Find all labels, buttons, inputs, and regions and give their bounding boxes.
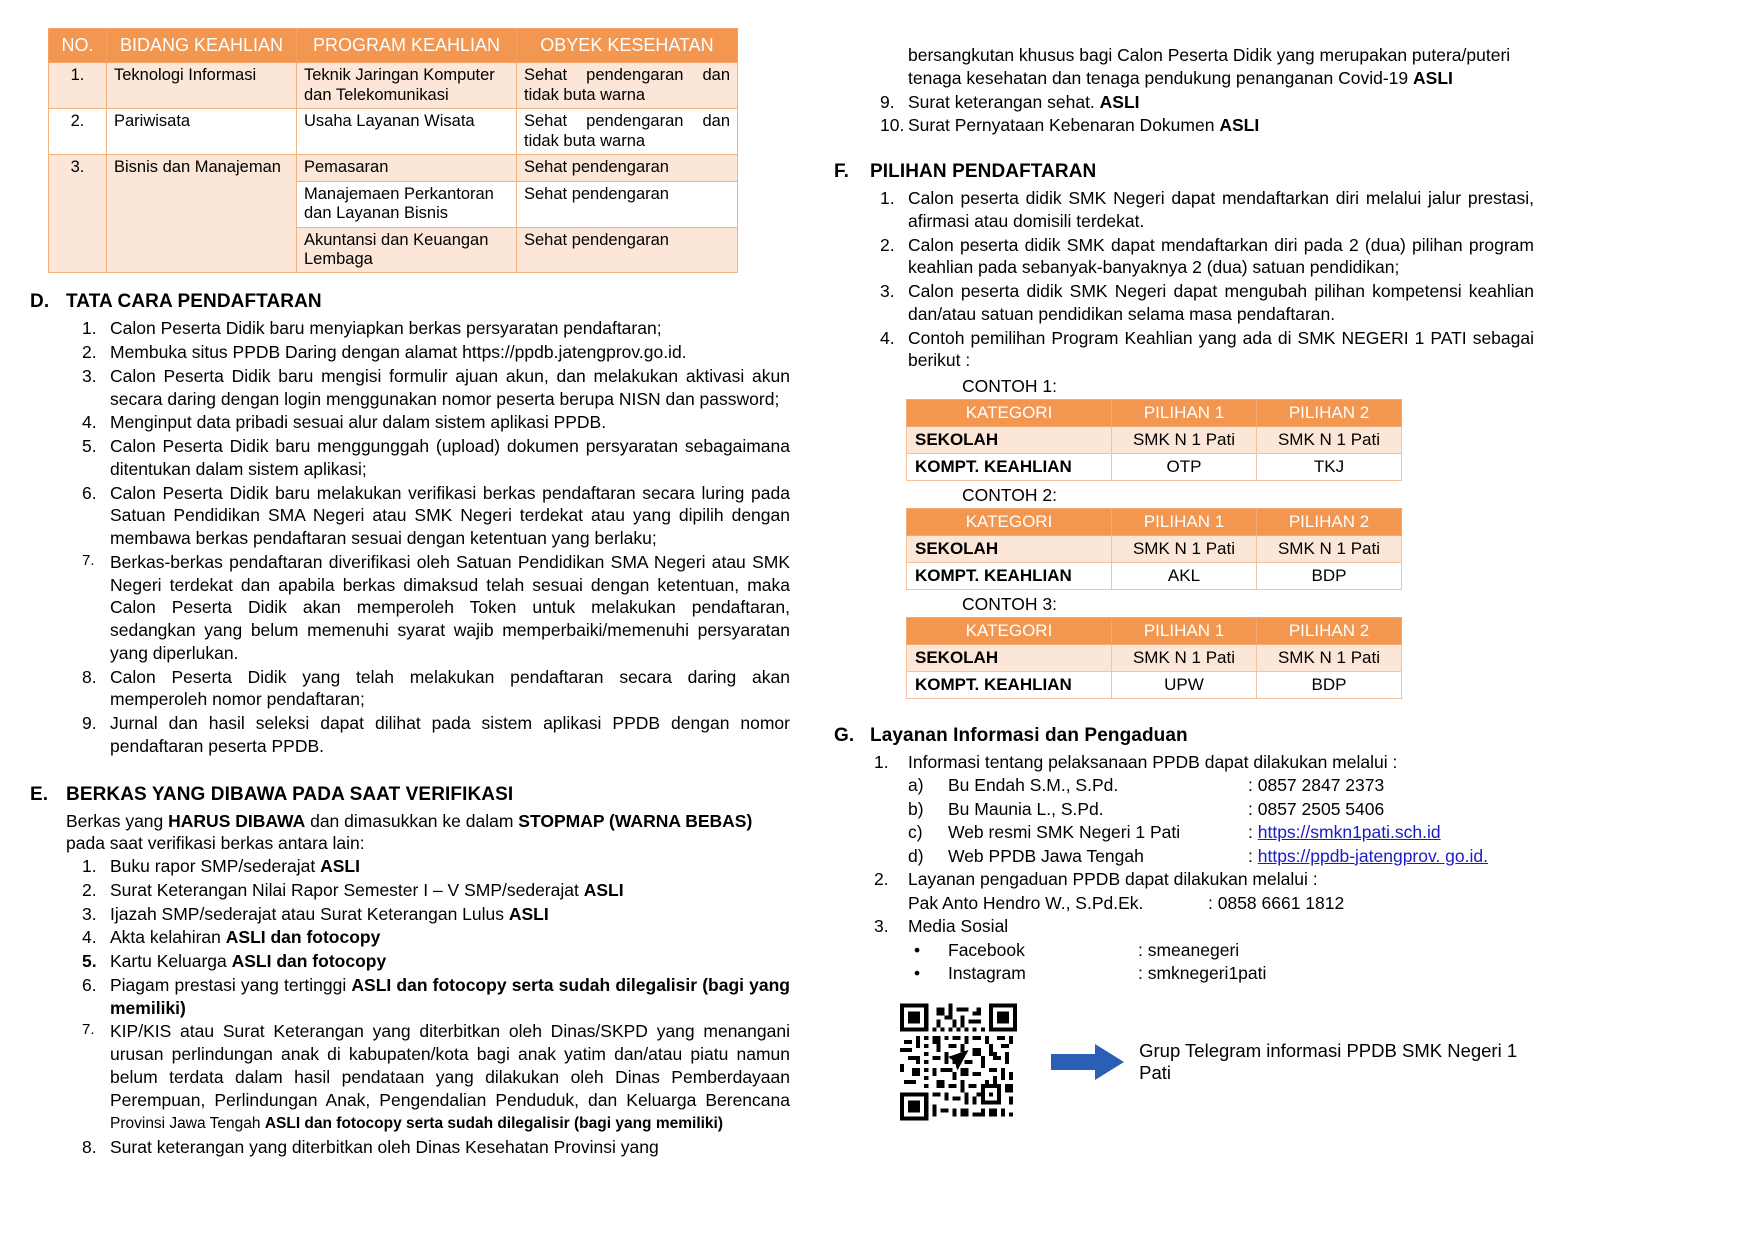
- bullet-icon: •: [914, 962, 921, 983]
- cell-pilihan-2: TKJ: [1257, 454, 1402, 481]
- item-text: Media Sosial: [908, 916, 1009, 937]
- cell-pilihan-1: UPW: [1112, 672, 1257, 699]
- table-row: [907, 454, 1402, 481]
- item-marker: 7.: [82, 1021, 95, 1039]
- cell-bidang: Teknologi Informasi: [107, 63, 297, 109]
- item-marker: 2.: [82, 342, 97, 363]
- table-header-row: [907, 400, 1402, 427]
- table-header-row: [907, 509, 1402, 536]
- right-arrow-icon: [1051, 1042, 1125, 1082]
- col-header-kategori: KATEGORI: [907, 509, 1112, 536]
- item-marker: 4.: [880, 327, 895, 348]
- list-item: [76, 903, 790, 926]
- item-marker: 3.: [880, 281, 895, 301]
- cell-kategori: SEKOLAH: [907, 536, 1112, 563]
- contact-name: Web PPDB Jawa Tengah: [948, 845, 1144, 866]
- contoh-3-table: [906, 617, 1402, 699]
- item-text-bold: ASLI dan fotocopy serta sudah dilegalisir (bagi yang memiliki): [264, 1115, 724, 1133]
- item-text-bold: ASLI: [1099, 91, 1140, 112]
- cell-kategori: SEKOLAH: [907, 645, 1112, 672]
- cell-kategori: KOMPT. KEAHLIAN: [907, 672, 1112, 699]
- item-text: Menginput data pribadi sesuai alur dalam sistem aplikasi PPDB.: [110, 412, 607, 433]
- item-text-bold: ASLI dan fotocopy serta sudah dilegalisir (bagi yang memiliki): [110, 974, 790, 1018]
- item-text: Informasi tentang pelaksanaan PPDB dapat dilakukan melalui :: [908, 752, 1398, 772]
- cell-obyek: Sehat pendengaran: [517, 227, 738, 273]
- list-item: [76, 855, 790, 878]
- col-header-pilihan-1: PILIHAN 1: [1112, 618, 1257, 645]
- contoh-2-table: [906, 508, 1402, 590]
- contoh-1-label: CONTOH 1:: [962, 376, 1057, 396]
- list-item: [874, 91, 1534, 114]
- item-text: [110, 879, 790, 902]
- item-marker: 8.: [82, 1136, 97, 1157]
- section-f-letter: F.: [834, 161, 849, 182]
- table-header-row: [49, 29, 738, 63]
- list-item: [76, 435, 790, 481]
- telegram-callout: [1051, 1040, 1534, 1084]
- section-d-title: TATA CARA PENDAFTARAN: [66, 291, 322, 313]
- item-text: [110, 926, 790, 949]
- item-text: [110, 855, 790, 878]
- item-text: Calon Peserta Didik baru menggunggah (upload) dokumen persyaratan sebagaimana ditentukan dalam sistem aplikasi;: [110, 436, 790, 479]
- contact-row: [874, 892, 1534, 915]
- item-marker: 1.: [874, 752, 889, 772]
- item-marker: 1.: [880, 188, 895, 208]
- item-text-plain: Surat keterangan sehat.: [908, 91, 1100, 112]
- cell-program: Usaha Layanan Wisata: [297, 109, 517, 155]
- item-marker: 7.: [82, 551, 95, 569]
- table-row: [49, 155, 738, 181]
- contact-marker: b): [908, 798, 924, 819]
- item-text: Jurnal dan hasil seleksi dapat dilihat pada sistem aplikasi PPDB dengan nomor pendaftaran peserta PPDB.: [110, 713, 790, 756]
- item-text-plain: Kartu Keluarga: [110, 951, 232, 972]
- section-g-letter: G.: [834, 725, 855, 746]
- item-text-bold: ASLI: [508, 903, 549, 924]
- item-text-plain: Buku rapor SMP/sederajat: [110, 856, 321, 877]
- item-text: Calon Peserta Didik baru menyiapkan berkas persyaratan pendaftaran;: [110, 318, 662, 339]
- col-header-bidang: BIDANG KEAHLIAN: [107, 29, 297, 63]
- section-e-list-continued: [834, 91, 1534, 138]
- item-marker: 4.: [82, 927, 97, 948]
- cell-bidang: Bisnis dan Manajeman: [107, 155, 297, 273]
- table-row: [907, 536, 1402, 563]
- cell-pilihan-1: OTP: [1112, 454, 1257, 481]
- contact-marker: d): [908, 845, 924, 866]
- item-text-plain: Piagam prestasi yang tertinggi: [110, 974, 352, 995]
- contoh-1-table: [906, 399, 1402, 481]
- cell-pilihan-1: SMK N 1 Pati: [1112, 536, 1257, 563]
- section-e-intro: [30, 810, 790, 856]
- cell-program: Teknik Jaringan Komputer dan Telekomunikasi: [297, 63, 517, 109]
- section-d-heading: [30, 291, 790, 313]
- cell-pilihan-2: BDP: [1257, 563, 1402, 590]
- list-item: [76, 974, 790, 1020]
- contact-list: [874, 774, 1534, 868]
- col-header-pilihan-1: PILIHAN 1: [1112, 509, 1257, 536]
- item-marker: 3.: [82, 903, 97, 924]
- item-text: Calon peserta didik SMK Negeri dapat mengubah pilihan kompetensi keahlian dan/atau satuan pendidikan selama masa pendaftaran.: [908, 281, 1534, 324]
- col-header-pilihan-2: PILIHAN 2: [1257, 400, 1402, 427]
- cell-program: Akuntansi dan Keuangan Lembaga: [297, 227, 517, 273]
- list-item: [874, 868, 1534, 891]
- list-item: [76, 411, 790, 434]
- left-column: [30, 28, 790, 1159]
- item-text-small: Provinsi Jawa Tengah: [110, 1115, 265, 1133]
- item-text: Calon peserta didik SMK dapat mendaftarkan diri pada 2 (dua) pilihan program keahlian pada sebanyak-banyaknya 2 (dua) satuan pendidikan;: [908, 234, 1534, 278]
- program-keahlian-table: [48, 28, 738, 273]
- col-header-pilihan-2: PILIHAN 2: [1257, 618, 1402, 645]
- cell-obyek: Sehat pendengaran: [517, 181, 738, 227]
- item-text-plain: Surat Pernyataan Kebenaran Dokumen: [908, 115, 1220, 136]
- col-header-kategori: KATEGORI: [907, 400, 1112, 427]
- bullet-icon: •: [914, 939, 921, 960]
- col-header-obyek: OBYEK KESEHATAN: [517, 29, 738, 63]
- item-text: [110, 974, 790, 1020]
- section-d-list: [30, 317, 790, 757]
- list-item: [874, 280, 1534, 326]
- item-marker: 5.: [82, 951, 97, 972]
- list-item: [874, 234, 1534, 280]
- contact-name: Bu Endah S.M., S.Pd.: [948, 775, 1119, 796]
- item-text-plain: Surat Keterangan Nilai Rapor Semester I – V SMP/sederajat: [110, 879, 584, 900]
- contact-value-wrap: : https://ppdb-jatengprov. go.id.: [1248, 845, 1488, 866]
- contact-marker: a): [908, 775, 924, 796]
- table-row: [49, 109, 738, 155]
- cell-kategori: KOMPT. KEAHLIAN: [907, 454, 1112, 481]
- contact-row: [908, 774, 1534, 797]
- item-marker: 4.: [82, 412, 97, 433]
- cell-no: 2.: [49, 109, 107, 155]
- intro-part-2-bold: HARUS DIBAWA: [168, 810, 306, 831]
- qr-telegram-row: [834, 1001, 1534, 1123]
- contoh-2-label: CONTOH 2:: [962, 485, 1057, 505]
- contact-marker: c): [908, 822, 923, 843]
- cell-obyek: Sehat pendengaran dan tidak buta warna: [517, 109, 738, 155]
- item-text-bold: ASLI: [583, 879, 624, 900]
- item-text: [110, 950, 790, 973]
- item-marker: 9.: [82, 713, 97, 734]
- list-item: [76, 666, 790, 712]
- continuation-line-2: [908, 67, 1534, 90]
- item-text-plain: Akta kelahiran: [110, 927, 226, 948]
- list-item: [874, 187, 1534, 233]
- telegram-label: Grup Telegram informasi PPDB SMK Negeri 1 Pati: [1139, 1040, 1518, 1084]
- cell-pilihan-2: SMK N 1 Pati: [1257, 427, 1402, 454]
- list-item: [76, 365, 790, 411]
- item-text: Surat keterangan yang diterbitkan oleh Dinas Kesehatan Provinsi yang: [110, 1136, 659, 1157]
- item-marker: 2.: [82, 879, 97, 900]
- social-row: [908, 939, 1534, 962]
- col-header-pilihan-1: PILIHAN 1: [1112, 400, 1257, 427]
- item-marker: 9.: [880, 91, 895, 112]
- table-row: [907, 645, 1402, 672]
- list-item: [76, 712, 790, 758]
- cell-pilihan-1: AKL: [1112, 563, 1257, 590]
- cell-obyek: Sehat pendengaran: [517, 155, 738, 181]
- intro-part-1: Berkas yang: [66, 810, 169, 831]
- list-item: [874, 327, 1534, 373]
- section-f-list: [834, 187, 1534, 372]
- social-row: [908, 962, 1534, 985]
- list-item: [874, 751, 1534, 774]
- item-marker: 10.: [880, 115, 905, 136]
- cell-obyek: Sehat pendengaran dan tidak buta warna: [517, 63, 738, 109]
- contact-name: Bu Maunia L., S.Pd.: [948, 798, 1104, 819]
- contact-value: : 0857 2505 5406: [1248, 798, 1385, 819]
- item-marker: 6.: [82, 482, 97, 503]
- item-text-plain: KIP/KIS atau Surat Keterangan yang diterbitkan oleh Dinas/SKPD yang menangani urusan perlindungan anak di kabupaten/kota bagi anak yatim dan/atau piatu namun belum terdata dalam hasil pendataan yang dilakukan oleh Dinas Pemberdayaan Perempuan, Perlindungan Anak, Pengendalian Penduduk, dan Keluarga Berencana: [110, 1021, 790, 1110]
- cell-kategori: KOMPT. KEAHLIAN: [907, 563, 1112, 590]
- item-text: Layanan pengaduan PPDB dapat dilakukan melalui :: [908, 869, 1318, 890]
- col-header-kategori: KATEGORI: [907, 618, 1112, 645]
- section-e-intro-line2: pada saat verifikasi berkas antara lain:: [66, 833, 365, 854]
- contact-row: [908, 798, 1534, 821]
- section-e-heading: [30, 784, 790, 806]
- section-g-heading: [834, 725, 1534, 747]
- list-item: [76, 926, 790, 949]
- section-e-list: [30, 855, 790, 1158]
- contact-row: [908, 821, 1534, 844]
- contact-row: [908, 845, 1534, 868]
- contact-value-wrap: : https://smkn1pati.sch.id: [1248, 822, 1441, 843]
- item-marker: 8.: [82, 666, 97, 687]
- section-f-title: PILIHAN PENDAFTARAN: [870, 161, 1097, 182]
- section-e-title: BERKAS YANG DIBAWA PADA SAAT VERIFIKASI: [66, 783, 514, 805]
- section-g-title: Layanan Informasi dan Pengaduan: [870, 725, 1188, 746]
- social-value: : smknegeri1pati: [1138, 962, 1267, 983]
- item-text-bold: ASLI: [1219, 115, 1260, 136]
- contact-value: : 0858 6661 1812: [1208, 892, 1345, 913]
- col-header-no: NO.: [49, 29, 107, 63]
- cell-kategori: SEKOLAH: [907, 427, 1112, 454]
- list-item: [76, 1020, 790, 1134]
- item-text-bold: ASLI dan fotocopy: [225, 927, 381, 948]
- intro-part-3: dan dimasukkan ke dalam: [305, 810, 519, 831]
- website-link-ppdb-jateng[interactable]: https://ppdb-jatengprov. go.id.: [1257, 845, 1488, 866]
- cell-no: 3.: [49, 155, 107, 273]
- table-row: [907, 427, 1402, 454]
- item-text: Calon Peserta Didik baru mengisi formulir ajuan akun, dan melakukan aktivasi akun secara daring dengan login menggunakan nomor peserta berupa NISN dan password;: [110, 365, 790, 409]
- list-item: [76, 341, 790, 364]
- item-text-bold: ASLI dan fotocopy: [231, 951, 387, 972]
- item-text: [908, 91, 1534, 114]
- section-f-heading: [834, 161, 1534, 183]
- section-e-continuation: [834, 44, 1534, 90]
- website-link-smkn1pati[interactable]: https://smkn1pati.sch.id: [1257, 822, 1441, 843]
- table-row: [907, 672, 1402, 699]
- item-text: Calon Peserta Didik yang telah melakukan pendaftaran secara daring akan memperoleh nomor pendaftaran;: [110, 666, 790, 710]
- item-text: Contoh pemilihan Program Keahlian yang ada di SMK NEGERI 1 PATI sebagai berikut :: [908, 327, 1534, 371]
- item-text: Calon Peserta Didik baru melakukan verifikasi berkas pendaftaran secara luring pada Satuan Pendidikan SMA Negeri atau SMK Negeri terdekat atau yang dipilih dengan membawa berkas pendaftaran sesuai dengan ketentuan yang berlaku;: [110, 482, 790, 549]
- item-text-plain: Ijazah SMP/sederajat atau Surat Keterangan Lulus: [110, 903, 509, 924]
- social-name: Instagram: [948, 962, 1026, 983]
- cell-pilihan-2: SMK N 1 Pati: [1257, 536, 1402, 563]
- item-text: Membuka situs PPDB Daring dengan alamat https://ppdb.jatengprov.go.id.: [110, 342, 687, 363]
- table-header-row: [907, 618, 1402, 645]
- contact-value: : 0857 2847 2373: [1248, 775, 1385, 796]
- cell-pilihan-1: SMK N 1 Pati: [1112, 427, 1257, 454]
- two-column-layout: [30, 28, 1723, 1159]
- cell-pilihan-1: SMK N 1 Pati: [1112, 645, 1257, 672]
- list-item: [76, 1136, 790, 1159]
- cell-program: Manajemaen Perkantoran dan Layanan Bisnis: [297, 181, 517, 227]
- item-text: [110, 1020, 790, 1134]
- continuation-line-1: bersangkutan khusus bagi Calon Peserta Didik yang merupakan putera/puteri: [908, 45, 1511, 65]
- item-text: Berkas-berkas pendaftaran diverifikasi oleh Satuan Pendidikan SMA Negeri atau SMK Negeri terdekat dan apabila berkas dimaksud telah sesuai dengan ketentuan, maka Calon Peserta Didik akan memperoleh Token untuk melakukan pendaftaran, sedangkan yang belum memenuhi syarat wajib memperbaiki/memenuhi persyaratan yang diperlukan.: [110, 551, 790, 663]
- item-marker: 3.: [82, 365, 97, 386]
- contact-name: Web resmi SMK Negeri 1 Pati: [948, 822, 1181, 843]
- intro-part-4-bold: STOPMAP (WARNA BEBAS): [518, 810, 753, 831]
- social-name: Facebook: [948, 939, 1025, 960]
- item-text: [110, 903, 790, 926]
- contact-name: Pak Anto Hendro W., S.Pd.Ek.: [908, 892, 1144, 913]
- col-header-pilihan-2: PILIHAN 2: [1257, 509, 1402, 536]
- item-text: [908, 114, 1534, 137]
- item-marker: 1.: [82, 856, 97, 877]
- item-text-bold: ASLI: [320, 856, 360, 877]
- social-value: : smeanegeri: [1138, 939, 1240, 960]
- item-marker: 3.: [874, 916, 889, 937]
- list-item: [76, 950, 790, 973]
- list-item: [874, 114, 1534, 137]
- section-e-letter: E.: [30, 783, 49, 805]
- cell-bidang: Pariwisata: [107, 109, 297, 155]
- item-text: Calon peserta didik SMK Negeri dapat mendaftarkan diri melalui jalur prestasi, afirmasi atau domisili terdekat.: [908, 188, 1534, 231]
- table-row: [49, 63, 738, 109]
- right-column: [834, 28, 1534, 1123]
- section-e-intro-line1: [66, 810, 790, 833]
- item-marker: 2.: [874, 869, 889, 890]
- cell-program: Pemasaran: [297, 155, 517, 181]
- section-d-letter: D.: [30, 291, 50, 313]
- list-item: [76, 317, 790, 340]
- list-item: [76, 879, 790, 902]
- continuation-bold: ASLI: [1413, 67, 1453, 88]
- cell-pilihan-2: SMK N 1 Pati: [1257, 645, 1402, 672]
- col-header-program: PROGRAM KEAHLIAN: [297, 29, 517, 63]
- item-marker: 2.: [880, 234, 895, 255]
- table-row: [907, 563, 1402, 590]
- item-marker: 1.: [82, 318, 97, 339]
- cell-no: 1.: [49, 63, 107, 109]
- cell-pilihan-2: BDP: [1257, 672, 1402, 699]
- list-item: [874, 915, 1534, 938]
- qr-code-telegram[interactable]: [900, 1001, 1017, 1123]
- list-item: [76, 482, 790, 550]
- continuation-text: tenaga kesehatan dan tenaga pendukung penanganan Covid-19: [908, 67, 1414, 88]
- item-marker: 5.: [82, 436, 97, 457]
- item-marker: 6.: [82, 974, 97, 995]
- contoh-3-label: CONTOH 3:: [962, 594, 1057, 614]
- section-g-list: [834, 751, 1534, 985]
- social-list: [874, 939, 1534, 986]
- list-item: [76, 551, 790, 665]
